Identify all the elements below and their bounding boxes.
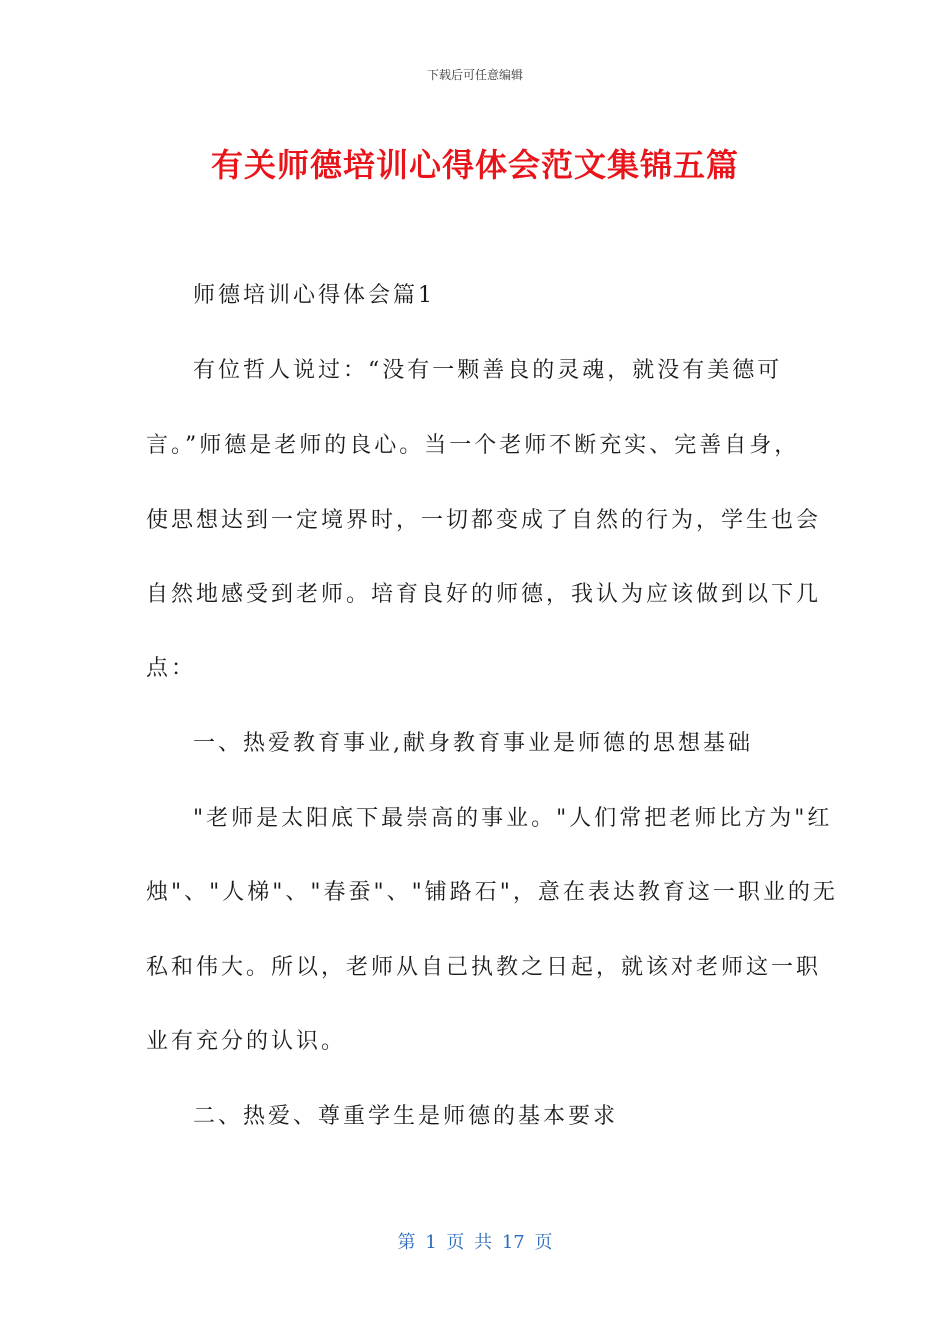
paragraph-line: "老师是太阳底下最崇高的事业。"人们常把老师比方为"红 bbox=[193, 806, 833, 831]
page-indicator: 第 1 页 共 17 页 bbox=[397, 1232, 553, 1253]
paragraph-line: 点： bbox=[146, 656, 197, 681]
paragraph-line: 业有充分的认识。 bbox=[146, 1029, 347, 1054]
document-title: 有关师德培训心得体会范文集锦五篇 bbox=[210, 146, 739, 184]
paragraph-line: 私和伟大。所以，老师从自己执教之日起，就该对老师这一职 bbox=[146, 955, 822, 980]
header-note: 下载后可任意编辑 bbox=[426, 68, 523, 82]
paragraph-line: 使思想达到一定境界时，一切都变成了自然的行为，学生也会 bbox=[146, 508, 822, 533]
section-heading: 一、热爱教育事业,献身教育事业是师德的思想基础 bbox=[193, 731, 753, 756]
paragraph-line: 烛"、"人梯"、"春蚕"、"铺路石"，意在表达教育这一职业的无 bbox=[146, 880, 838, 905]
section-heading: 师德培训心得体会篇1 bbox=[193, 283, 435, 308]
paragraph-line: 有位哲人说过：“没有一颗善良的灵魂，就没有美德可 bbox=[193, 358, 783, 383]
section-heading: 二、热爱、尊重学生是师德的基本要求 bbox=[193, 1104, 619, 1129]
paragraph-line: 自然地感受到老师。培育良好的师德，我认为应该做到以下几 bbox=[146, 582, 822, 607]
paragraph-line: 言。”师德是老师的良心。当一个老师不断充实、完善自身， bbox=[146, 433, 800, 458]
